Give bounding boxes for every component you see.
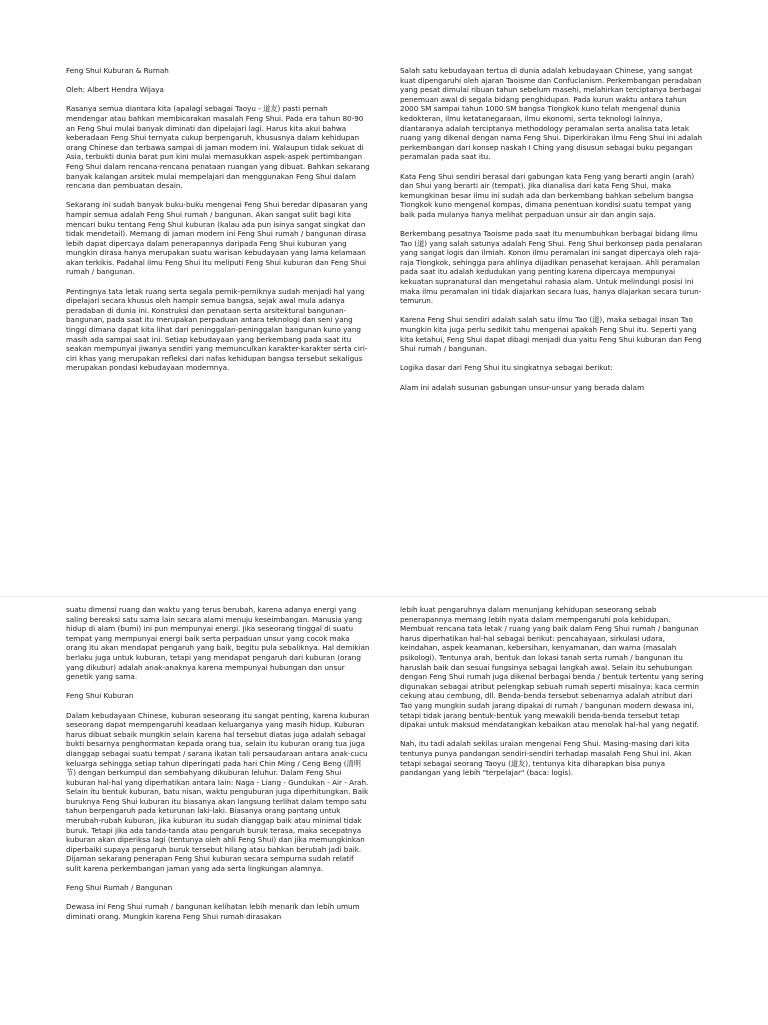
paragraph: Pentingnya tata letak ruang serta segala pernik-perniknya sudah menjadi hal yang dipelajari secara khusus oleh hampir semua bangsa, sejak awal mula adanya peradaban di dunia ini. Konstruksi dan penataan serta arsitektural bangunan-bangunan, pada saat itu merupakan perpaduan antara teknologi dan seni yang tinggi dimana dapat kita lihat dari peninggalan-peninggalan bangunan kuno yang masih ada sampai saat ini. Setiap kebudayaan yang berkembang pada saat itu seakan mempunyai jiwanya sendiri yang memunculkan karakter-karakter serta ciri-ciri khas yang merupakan refleksi dari nafas kehidupan bangsa tersebut sekaligus merupakan pondasi kebudayaan modernnya. — [66, 286, 368, 373]
paragraph: Rasanya semua diantara kita (apalagi sebagai Taoyu - 道友) pasti pernah mendengar atau bahkan membicarakan masalah Feng Shui. Pada era tahun 80-90 an Feng Shui mulai banyak diminati dan dipelajari lagi. Harus kita akui bahwa keberadaan Feng Shui ternyata cukup berpengaruh, khususnya dalam kehidupan orang Chinese dan terbawa sampai di jaman modern ini. Walaupun tidak sekuat di Asia, terbukti dunia barat pun kini mulai memasukkan aspek-aspek pertimbangan Feng Shui dalam rencana-rencana penataan ruangan yang dibuat. Bahkan sekarang banyak kalangan arsitek mulai mempelajari dan menggunakan Feng Shui dalam rencana dan pembuatan desain. — [66, 104, 370, 191]
section-heading-kuburan: Feng Shui Kuburan — [66, 691, 134, 701]
paragraph: Salah satu kebudayaan tertua di dunia adalah kebudayaan Chinese, yang sangat kuat dipengaruhi oleh ajaran Taoisme dan Confucianism. Perkembangan peradaban yang pesat dimulai ribuan tahun sebelum masehi, melahirkan terciptanya berbagai penemuan awal di segala bidang penghidupan. Pada kurun waktu antara tahun 2000 SM sampai tahun 1000 SM bangsa Tiongkok kuno telah mengenal dunia kedokteran, ilmu ketatanegaraan, ilmu ekonomi, serta teknologi lainnya, diantaranya adalah terciptanya methodology peramalan serta analisa tata letak ruang yang dikenal dengan nama Feng Shui. Diperkirakan ilmu Feng Shui ini adalah perkembangan dari konsep naskah I Ching yang disusun sebagai buku pegangan peramalan pada saat itu. — [400, 66, 703, 162]
paragraph: Berkembang pesatnya Taoisme pada saat itu menumbuhkan berbagai bidang ilmu Tao (道) yang salah satunya adalah Feng Shui. Feng Shui berkonsep pada penalaran yang sangat logis dan ilmiah. Konon ilmu peramalan ini sangat dipercaya oleh raja-raja Tiongkok, sehingga para ahlinya dijadikan penasehat kerajaan. Ahli peramalan pada saat itu adalah kedudukan yang penting karena dipercaya mempunyai kekuatan supranatural dan mengetahui rahasia alam. Untuk melindungi posisi ini maka ilmu peramalan ini tidak diajarkan secara luas, hanya diajarkan secara turun-temurun. — [400, 229, 703, 306]
paragraph: Logika dasar dari Feng Shui itu singkatnya sebagai berikut: — [400, 363, 613, 373]
section-heading-rumah: Feng Shui Rumah / Bangunan — [66, 883, 173, 893]
paragraph: Nah, itu tadi adalah sekilas uraian mengenai Feng Shui. Masing-masing dari kita tentunya punya pandangan sendiri-sendiri terhadap masalah Feng Shui ini. Akan tetapi sebagai seorang Taoyu (道友), tentunya kita diharapkan bisa punya pandangan yang lebih "terpelajar" (baca: logis). — [400, 739, 692, 778]
author-line: Oleh: Albert Hendra Wijaya — [66, 85, 164, 95]
paragraph: Alam ini adalah susunan gabungan unsur-unsur yang berada dalam — [400, 382, 645, 392]
paragraph: suatu dimensi ruang dan waktu yang terus berubah, karena adanya energi yang saling bereaksi satu sama lain secara alami menuju keseimbangan. Manusia yang hidup di alam (bumi) ini pun mempunyai energi. Jika seseorang tinggal di suatu tempat yang mempunyai energi baik serta perpaduan unsur yang cocok maka orang itu akan mendapat pengaruh yang baik, begitu pula sebaliknya. Hal demikian berlaku juga untuk kuburan, tetapi yang mendapat pengaruh dari kuburan (orang yang dikubur) adalah anak-anaknya karena mempunyai hubungan dan unsur genetik yang sama. — [66, 605, 370, 682]
paragraph: Karena Feng Shui sendiri adalah salah satu ilmu Tao (道), maka sebagai insan Tao mungkin kita juga perlu sedikit tahu mengenai apakah Feng Shui itu. Seperti yang kita ketahui, Feng Shui dapat dibagi menjadi dua yaitu Feng Shui kuburan dan Feng Shui rumah / bangunan. — [400, 315, 702, 354]
page-2-left-column — [66, 605, 370, 931]
paragraph: Kata Feng Shui sendiri berasal dari gabungan kata Feng yang berarti angin (arah) dan Shui yang berarti air (tempat). Jika dianalisa dari kata Feng Shui, maka kemungkinan besar ilmu ini sudah ada dan berkembang bahkan sebelum bangsa Tiongkok kuno mengenal kompas, dimana penentuan kondisi suatu tempat yang baik pada mulanya hanya melihat perpaduan unsur air dan angin saja. — [400, 171, 695, 219]
paragraph: lebih kuat pengaruhnya dalam menunjang kehidupan seseorang sebab penerapannya memang lebih nyata dalam mempengaruhi pola kehidupan. Membuat rencana tata letak / ruang yang baik dalam Feng Shui rumah / bangunan harus diperhatikan hal-hal sebagai berikut: pencahayaan, sirkulasi udara, keindahan, aspek keamanan, kebersihan, kenyamanan, dan warna (masalah psikologi). Tentunya arah, bentuk dan lokasi tanah serta rumah / bangunan itu haruslah baik dan sesuai fungsinya sebagai langkah awal. Selain itu sehubungan dengan Feng Shui rumah juga dikenal berbagai benda / bentuk tertentu yang sering digunakan sebagai atribut pelengkap sebuah rumah seperti misalnya: kaca cermin cekung atau cembung, dll. Benda-benda tersebut sebenarnya adalah atribut dari Tao yang mungkin sudah jarang dipakai di rumah / bangunan modern dewasa ini, tetapi tidak jarang bentuk-bentuk yang mewakili benda-benda tersebut tetap dipakai untuk maksud mendatangkan kebaikan atau menolak hal-hal yang negatif. — [400, 605, 704, 730]
paragraph: Dalam kebudayaan Chinese, kuburan seseorang itu sangat penting, karena kuburan seseorang dapat mempengaruhi keadaan keluarganya yang masih hidup. Kuburan harus dibuat sebaik mungkin selain karena hal tersebut diatas juga adalah sebagai bukti besarnya penghormatan kepada orang tua, selain itu kuburan orang tua juga dianggap sebagai suatu tempat / sarana ikatan tali persaudaraan antara anak-cucu keluarga sehingga setiap tahun diperingati pada hari Chin Ming / Ceng Beng (清明节) dengan berkumpul dan sembahyang dikuburan leluhur. Dalam Feng Shui kuburan hal-hal yang diperhatikan antara lain: Naga - Liang - Gundukan - Air - Arah. Selain itu bentuk kuburan, batu nisan, waktu penguburan juga diperhitungkan. Baik buruknya Feng Shui kuburan itu biasanya akan langsung terlihat dalam tempo satu tahun berpengaruh pada keturunan laki-laki. Biasanya orang pantang untuk merubah-rubah kuburan, jika kuburan itu sudah dianggap baik atau minimal tidak buruk. Tetapi jika ada tanda-tanda atau pengaruh buruk terasa, maka secepatnya kuburan akan diperiksa lagi (tentunya oleh ahli Feng Shui) dan jika memungkinkan diperbaiki supaya pengaruh buruk tersebut hilang atau bahkan berubah jadi baik. Dijaman sekarang penerapan Feng Shui kuburan secara sempurna sudah relatif sulit karena perkembangan jaman yang ada serta lingkungan alamnya. — [66, 710, 370, 874]
paragraph: Sekarang ini sudah banyak buku-buku mengenai Feng Shui beredar dipasaran yang hampir semua adalah Feng Shui rumah / bangunan. Akan sangat sulit bagi kita mencari buku tentang Feng Shui kuburan (kalau ada pun isinya sangat singkat dan tidak mendetail). Memang di jaman modern ini Feng Shui rumah / bangunan dirasa lebih dapat dipercaya dalam penerapannya daripada Feng Shui kuburan yang mungkin dirasa hanya merupakan suatu warisan kebudayaan yang lama kelamaan akan terkikis. Padahal ilmu Feng Shui itu meliputi Feng Shui kuburan dan Feng Shui rumah / bangunan. — [66, 200, 368, 277]
paragraph: Dewasa ini Feng Shui rumah / bangunan kelihatan lebih menarik dan lebih umum diminati orang. Mungkin karena Feng Shui rumah dirasakan — [66, 902, 360, 921]
page-1-right-column — [400, 66, 706, 402]
page-1-left-column — [66, 66, 370, 383]
page-2 — [0, 596, 768, 1025]
document-title: Feng Shui Kuburan & Rumah — [66, 66, 169, 75]
page-2-right-column — [400, 605, 706, 787]
